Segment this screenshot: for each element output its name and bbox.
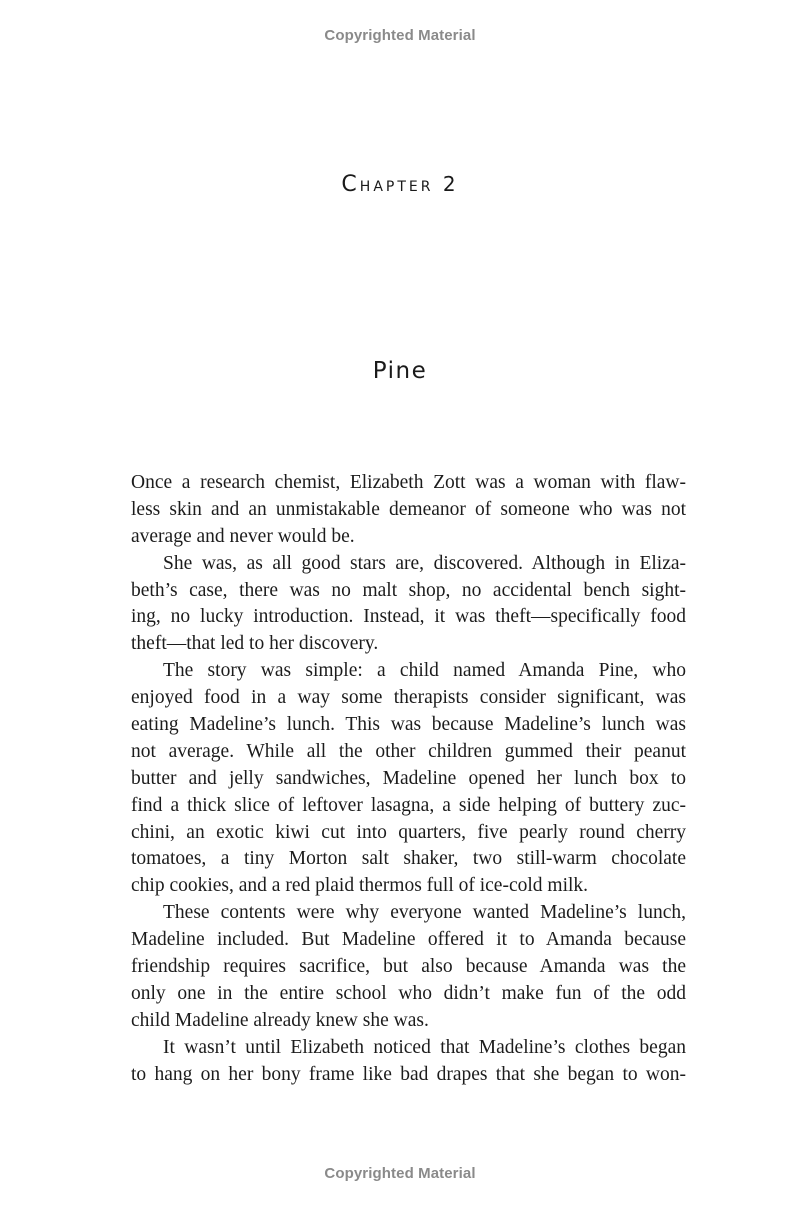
text-line: It wasn’t until Elizabeth noticed that Madeline’s clothes began xyxy=(163,1036,686,1058)
text-line: Once a research chemist, Elizabeth Zott was a woman with flaw- xyxy=(131,472,686,493)
chapter-heading xyxy=(0,172,800,197)
text-line: less skin and an unmistakable demeanor of someone who was not xyxy=(131,498,686,520)
text-line: ing, no lucky introduction. Instead, it was theft—specifically food xyxy=(131,606,686,628)
copyright-watermark-top: Copyrighted Material xyxy=(324,27,476,44)
text-line: The story was simple: a child named Amanda Pine, who xyxy=(163,660,686,682)
chapter-title: Pine xyxy=(372,358,428,384)
text-line: theft—that led to her discovery. xyxy=(131,633,379,655)
text-line: only one in the entire school who didn’t make fun of the odd xyxy=(131,982,686,1004)
chapter-heading-initial: C xyxy=(341,172,360,197)
paragraph xyxy=(131,658,686,900)
text-line: She was, as all good stars are, discovered. Although in Eliza- xyxy=(163,552,686,574)
copyright-watermark-bottom: Copyrighted Material xyxy=(324,1165,476,1182)
chapter-heading-rest: hapter 2 xyxy=(359,172,459,196)
text-line: friendship requires sacrifice, but also because Amanda was the xyxy=(131,956,686,978)
text-line: beth’s case, there was no malt shop, no accidental bench sight- xyxy=(131,579,686,601)
paragraph xyxy=(131,1035,686,1089)
text-line: enjoyed food in a way some therapists consider significant, was xyxy=(131,687,686,709)
text-line: average and never would be. xyxy=(131,525,355,547)
text-line: butter and jelly sandwiches, Madeline opened her lunch box to xyxy=(131,767,686,789)
text-line: not average. While all the other children gummed their peanut xyxy=(131,740,686,762)
text-line: child Madeline already knew she was. xyxy=(131,1009,429,1031)
text-line: These contents were why everyone wanted Madeline’s lunch, xyxy=(163,902,686,924)
paragraph xyxy=(131,470,686,551)
body-text xyxy=(131,470,686,1088)
text-line: find a thick slice of leftover lasagna, a side helping of buttery zuc- xyxy=(131,794,686,816)
text-line: to hang on her bony frame like bad drapes that she began to won- xyxy=(131,1063,686,1085)
paragraph xyxy=(131,900,686,1034)
text-line: eating Madeline’s lunch. This was because Madeline’s lunch was xyxy=(131,714,686,736)
text-line: chip cookies, and a red plaid thermos full of ice-cold milk. xyxy=(131,875,589,897)
paragraph xyxy=(131,551,686,659)
text-line: tomatoes, a tiny Morton salt shaker, two still-warm chocolate xyxy=(131,848,686,870)
text-line: Madeline included. But Madeline offered it to Amanda because xyxy=(131,929,686,951)
text-line: chini, an exotic kiwi cut into quarters, five pearly round cherry xyxy=(131,821,686,843)
